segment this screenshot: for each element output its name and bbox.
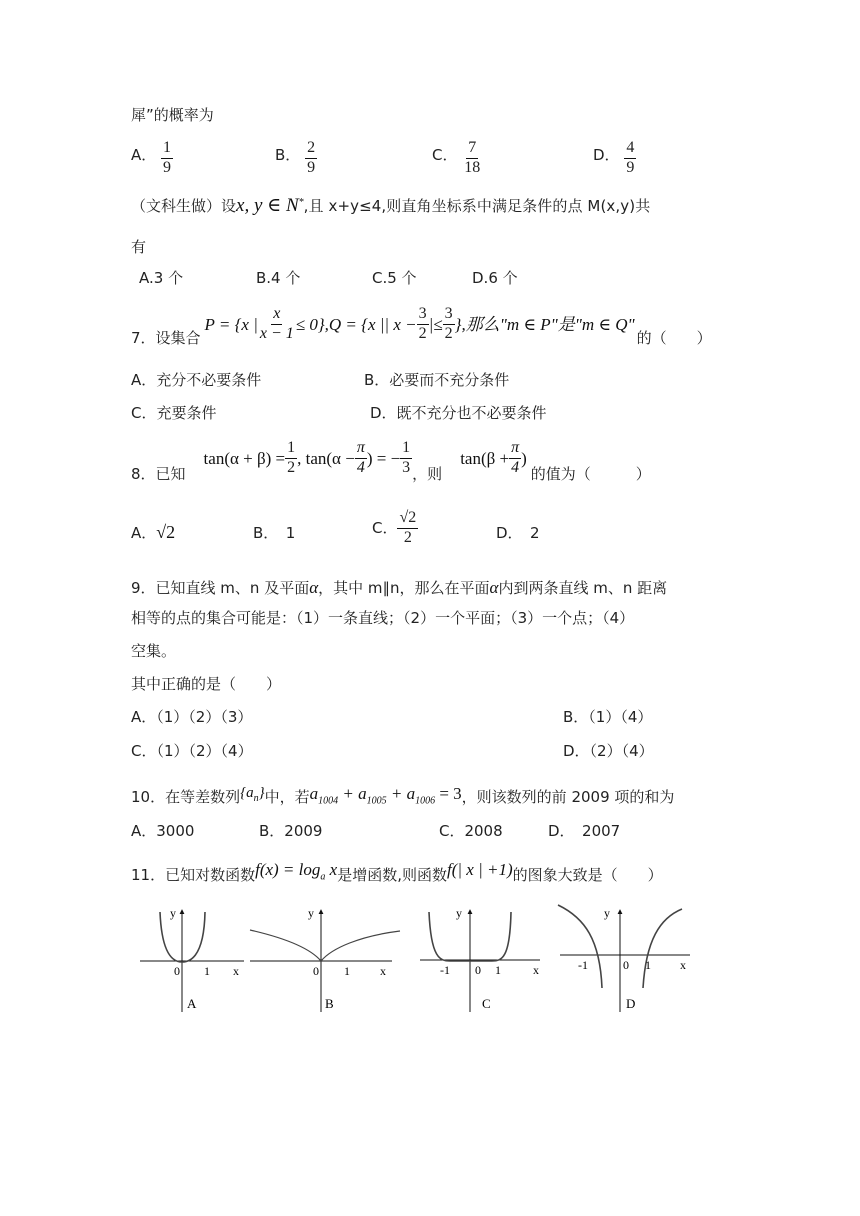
q10-option-d: D． 2007: [548, 822, 621, 840]
graph-a-y-label: y: [170, 906, 176, 920]
graph-d-curve-left: [558, 905, 602, 988]
graph-b-caption: B: [325, 996, 334, 1011]
q8-expr1: tan(α + β) =: [203, 448, 286, 468]
graph-d: [558, 905, 690, 1012]
q7-question: [131, 305, 712, 347]
q7-set-q-b: |≤: [428, 314, 443, 334]
q8-question: [131, 439, 651, 483]
graph-d-caption: D: [626, 996, 636, 1011]
wenke-suffix: ,且 x+y≤4,则直角坐标系中满足条件的点 M(x,y)共: [303, 197, 651, 215]
q10-option-c: C．2008: [439, 822, 503, 840]
q7-prefix: 7．设集合: [131, 328, 201, 347]
graph-a-tick-0: 0: [174, 964, 180, 978]
q10-seq: $\{a_n\}$: [240, 785, 265, 804]
q7-option-b: B．必要而不充分条件: [364, 371, 510, 389]
graph-b-x-label: x: [380, 964, 386, 978]
wenke-option-d: D.6 个: [472, 269, 518, 287]
graph-d-tick-2: 1: [645, 958, 651, 972]
graph-a-caption: A: [187, 996, 197, 1011]
q11-fx: $f(x) = \log_a x$: [255, 860, 338, 883]
q9-line2: 相等的点的集合可能是：（1）一条直线；（2）一个平面；（3）一个点；（4）: [131, 609, 635, 627]
q6-option-b-label: B．: [275, 145, 301, 164]
q10-option-b: B．2009: [259, 822, 323, 840]
q6-option-c-fraction: $\frac{7}{18}$: [464, 139, 481, 176]
graph-c: [420, 906, 540, 1012]
q7-set-p-a: P = {x |: [204, 314, 258, 334]
wenke-star: *: [298, 197, 304, 208]
q9-option-c: C．（1）（2）（4）: [131, 742, 253, 760]
q8-frac4: $\frac{\pi}{4}$: [511, 439, 520, 476]
q7-option-d: D．既不充分也不必要条件: [370, 404, 547, 422]
graph-c-tick-2: 1: [495, 963, 501, 977]
q8-expr4: tan(β +: [460, 448, 510, 468]
graph-a-x-label: x: [233, 964, 239, 978]
wenke-prefix: （文科生做）设: [131, 197, 237, 215]
q6-option-b-fraction: $\frac{2}{9}$: [307, 139, 316, 176]
q6-option-a: [131, 140, 173, 177]
q6-option-d-fraction: $\frac{4}{9}$: [626, 139, 635, 176]
q7-option-c: C．充要条件: [131, 404, 217, 422]
q8-expr3: ) = −: [366, 448, 401, 468]
q6-option-a-label: A．: [131, 145, 157, 164]
q6-option-d-label: D．: [593, 145, 620, 164]
graph-b-curve-right: [321, 931, 400, 961]
q8-frac2: $\frac{\pi}{4}$: [356, 439, 365, 476]
q9-alpha-1: α: [309, 578, 319, 597]
graph-b-curve-left: [250, 930, 321, 961]
q10-option-a: A．3000: [131, 822, 195, 840]
q9-option-b: B．（1）（4）: [563, 708, 653, 726]
wenke-option-a: A.3 个: [139, 269, 184, 287]
q11-gx: f(| x | +1): [446, 860, 513, 879]
q7-set-p-b: ≤ 0},Q = {x || x −: [295, 314, 417, 334]
q6-option-d: [593, 140, 636, 177]
graph-c-y-label: y: [456, 906, 462, 920]
q8-option-d: D． 2: [496, 524, 540, 542]
q9-line3: 空集。: [131, 642, 177, 660]
q7-set-q-fraction2: $\frac{3}{2}$: [444, 305, 453, 342]
q8-suffix: 的值为（ ）: [530, 464, 651, 483]
q9-line4: 其中正确的是（ ）: [131, 675, 282, 693]
wenke-option-b: B.4 个: [256, 269, 301, 287]
wenke-math: x, y ∈ N: [236, 195, 299, 216]
graph-b-tick-0: 0: [313, 964, 319, 978]
wenke-question: [131, 196, 650, 215]
graph-c-tick-0: -1: [440, 963, 450, 977]
q8-option-c: C． $\frac{√2}{2}$: [372, 509, 417, 546]
q8-expr4-close: ): [521, 448, 527, 468]
q8-frac3: $\frac{1}{3}$: [402, 439, 411, 476]
graph-c-tick-1: 0: [475, 963, 481, 977]
q7-set-q-c: },那么"m ∈ P"是"m ∈ Q": [454, 314, 635, 334]
q11-question: 11．已知对数函数$f(x) = \log_a x$是增函数,则函数f(| x | +1)的图象大致是（ ）: [131, 860, 663, 884]
q9-option-d: D．（2）（4）: [563, 742, 654, 760]
q10-question: 10．在等差数列$\{a_n\}$中，若$a_{1004} + a_{1005} + a_{1006} = 3$，则该数列的前 2009 项的和为: [131, 784, 675, 807]
graph-d-y-label: y: [604, 906, 610, 920]
q8-expr2: , tan(α −: [297, 448, 355, 468]
q7-set-p-fraction: $\frac{x}{x - 1}$: [259, 305, 294, 342]
q6-option-c-label: C．: [432, 145, 458, 164]
q6-tail-text: 犀”的概率为: [131, 106, 214, 124]
graph-c-caption: C: [482, 996, 491, 1011]
q7-suffix: 的（ ）: [636, 328, 712, 347]
graph-d-curve-right: [643, 909, 682, 988]
graph-a: [140, 906, 244, 1012]
graph-b-tick-1: 1: [344, 964, 350, 978]
graph-b: [250, 906, 400, 1012]
graph-c-curve-left: [429, 912, 450, 961]
q8-option-b: B． 1: [253, 524, 296, 542]
q11-graphs: [0, 900, 860, 1030]
graph-c-x-label: x: [533, 963, 539, 977]
graph-c-curve-right: [492, 912, 511, 961]
q7-set-q-fraction: $\frac{3}{2}$: [418, 305, 427, 342]
wenke-option-c: C.5 个: [372, 269, 417, 287]
q9-line1: 9．已知直线 m、n 及平面α，其中 m∥n，那么在平面α内到两条直线 m、n 距离: [131, 578, 668, 597]
q8-prefix: 8．已知: [131, 464, 186, 483]
q6-option-b: [275, 140, 317, 177]
q8-frac1: $\frac{1}{2}$: [287, 439, 296, 476]
q7-option-a: A．充分不必要条件: [131, 371, 262, 389]
q8-option-c-fraction: $\frac{√2}{2}$: [399, 509, 417, 546]
q10-expr: $a_{1004} + a_{1005} + a_{1006} = 3$: [309, 784, 462, 807]
q9-alpha-2: α: [489, 578, 499, 597]
q8-option-a: A．√2: [131, 522, 176, 542]
graph-a-tick-1: 1: [204, 964, 210, 978]
wenke-line2: 有: [131, 238, 147, 256]
q6-option-c: [432, 140, 482, 177]
graph-d-tick-1: 0: [623, 958, 629, 972]
graph-b-y-label: y: [308, 906, 314, 920]
graph-d-x-label: x: [680, 958, 686, 972]
graph-d-tick-0: -1: [578, 958, 588, 972]
q6-option-a-fraction: $\frac{1}{9}$: [163, 139, 172, 176]
q8-mid: ，则: [412, 464, 443, 483]
q9-option-a: A．（1）（2）（3）: [131, 708, 253, 726]
